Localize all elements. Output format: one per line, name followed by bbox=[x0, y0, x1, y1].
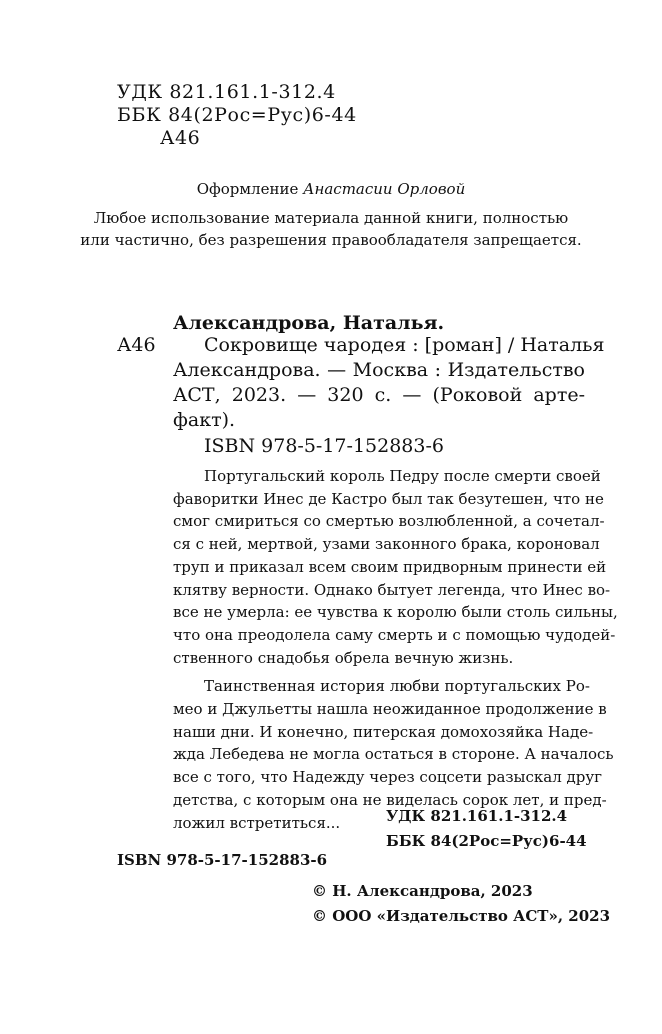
bbk-code: ББК 84(2Рос=Рус)6-44 bbox=[117, 104, 357, 126]
annotation-line: Португальский король Педру после смерти своей bbox=[204, 467, 601, 485]
bibliographic-description bbox=[173, 333, 605, 433]
biblio-line: АСТ, 2023. — 320 с. — (Роковой арте- bbox=[173, 384, 585, 406]
bottom-classification bbox=[386, 804, 587, 854]
annotation-line: Таинственная история любви португальских Ро- bbox=[204, 677, 590, 696]
biblio-line: Сокровище чародея : [роман] / Наталья bbox=[204, 334, 605, 356]
entry-author: Александрова, Наталья. bbox=[173, 312, 445, 334]
annotation-line: жда Лебедева не могла остаться в стороне. А началось bbox=[173, 745, 614, 764]
biblio-line: Александрова. — Москва : Издательство bbox=[173, 359, 585, 381]
author-sign: А46 bbox=[160, 127, 201, 149]
copyright-author: © Н. Александрова, 2023 bbox=[312, 882, 533, 900]
bottom-udk-code: УДК 821.161.1-312.4 bbox=[386, 807, 568, 825]
copyright-publisher: © ООО «Издательство АСТ», 2023 bbox=[312, 907, 611, 925]
design-label: Оформление bbox=[196, 180, 304, 198]
entry-author-sign: А46 bbox=[117, 334, 156, 356]
annotation-line: ся с ней, мертвой, узами законного брака, короновал bbox=[173, 535, 600, 554]
annotation-line: клятву верности. Однако бытует легенда, что Инес во- bbox=[173, 580, 611, 599]
designer-name: Анастасии Орловой bbox=[303, 180, 466, 198]
isbn-bold: ISBN 978-5-17-152883-6 bbox=[117, 851, 328, 869]
rights-notice bbox=[0, 207, 662, 251]
rights-notice-line: Любое использование материала данной книги, полностью bbox=[93, 209, 569, 227]
annotation-line: наши дни. И конечно, питерская домохозяйка Наде- bbox=[173, 722, 594, 741]
annotation-line: фаворитки Инес де Кастро был так безутешен, что не bbox=[173, 489, 604, 508]
bottom-bbk-code: ББК 84(2Рос=Рус)6-44 bbox=[386, 832, 587, 850]
annotation-line: все не умерла: ее чувства к королю были столь сильны, bbox=[173, 603, 618, 622]
biblio-line: факт). bbox=[173, 409, 236, 431]
annotation-line: смог смириться со смертью возлюбленной, а сочетал- bbox=[173, 512, 605, 531]
classification-block bbox=[117, 81, 357, 150]
rights-notice-line: или частично, без разрешения правообладателя запрещается. bbox=[80, 231, 582, 249]
annotation-line: все с того, что Надежду через соцсети разыскал друг bbox=[173, 768, 603, 787]
annotation-line: труп и приказал всем своим придворным принести ей bbox=[173, 557, 607, 576]
annotation bbox=[173, 465, 618, 834]
copyright-block bbox=[312, 879, 610, 929]
annotation-line: что она преодолела саму смерть и с помощью чудодей- bbox=[173, 625, 616, 644]
design-credit bbox=[0, 179, 662, 199]
udk-code: УДК 821.161.1-312.4 bbox=[117, 81, 336, 103]
annotation-line: ственного снадобья обрела вечную жизнь. bbox=[173, 648, 514, 667]
entry-isbn: ISBN 978-5-17-152883-6 bbox=[204, 435, 444, 457]
annotation-line: мео и Джульетты нашла неожиданное продолжение в bbox=[173, 700, 607, 719]
annotation-line: ложил встретиться... bbox=[173, 813, 341, 832]
annotation-line: детства, с которым она не виделась сорок лет, и пред- bbox=[173, 790, 607, 809]
